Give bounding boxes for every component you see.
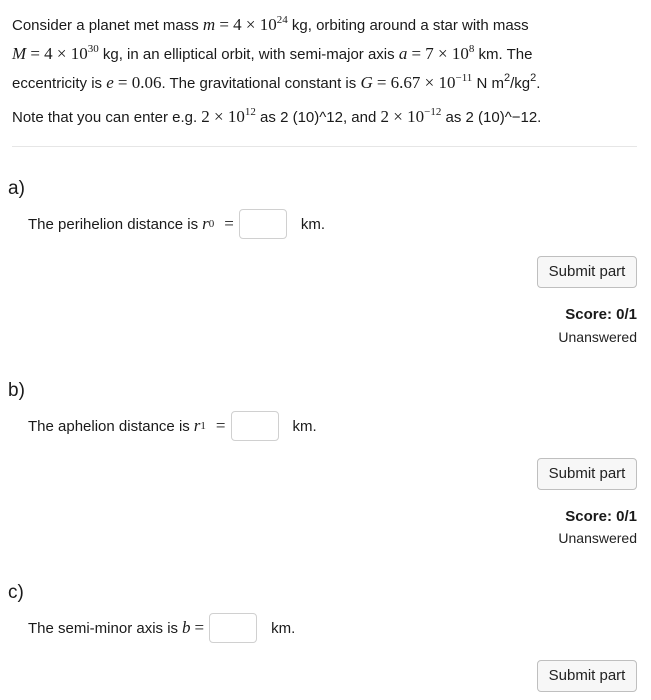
planet-mass-variable: m	[202, 15, 216, 34]
intro-text: kg, in an elliptical orbit, with semi-major axis	[98, 46, 399, 63]
equals-sign: =	[194, 618, 205, 637]
note-text: as 2 (10)^12, and	[255, 109, 381, 126]
equals-sign: =	[117, 73, 128, 92]
problem-statement	[12, 9, 637, 96]
part-c-submit-button[interactable]: Submit part	[537, 660, 637, 692]
input-format-note	[12, 101, 541, 130]
equals-sign: =	[219, 15, 229, 34]
part-b-question	[28, 411, 317, 441]
star-mass-variable: M	[12, 44, 27, 63]
semi-major-variable: a	[398, 44, 408, 63]
part-b-variable: r	[193, 416, 201, 435]
units-text: /kg	[510, 75, 531, 92]
perihelion-answer-input[interactable]	[239, 209, 287, 239]
equals-sign: =	[376, 73, 387, 92]
star-mass-value: 4 × 10	[44, 44, 88, 63]
part-c-prompt: The semi-minor axis is	[28, 619, 179, 637]
part-c-variable: b	[182, 618, 191, 637]
part-c-question	[28, 613, 295, 643]
part-a-variable: r	[202, 214, 209, 233]
equals-sign: =	[215, 416, 226, 435]
example-value: 2 × 10	[201, 107, 245, 126]
star-mass-exponent: 30	[87, 43, 99, 55]
part-a-subscript: 0	[208, 218, 215, 230]
part-a-label: a)	[8, 178, 25, 199]
semi-major-value: 7 × 10	[425, 44, 469, 63]
part-b-submit-button[interactable]: Submit part	[537, 458, 637, 490]
part-a-prompt: The perihelion distance is	[28, 215, 199, 233]
units-exponent: 2	[530, 72, 537, 84]
semi-major-exponent: 8	[468, 43, 475, 55]
example-value: 2 × 10	[380, 107, 425, 126]
gravitational-constant-variable: G	[360, 73, 373, 92]
intro-text: Consider a planet met mass	[12, 17, 203, 34]
part-a-submit-button[interactable]: Submit part	[537, 256, 637, 288]
part-b-label: b)	[8, 380, 25, 401]
section-divider	[12, 146, 637, 147]
part-a-status: Unanswered	[558, 329, 637, 345]
intro-text: kg, orbiting around a star with mass	[287, 17, 529, 34]
units-exponent: 2	[503, 72, 511, 84]
intro-text: .	[536, 75, 541, 92]
units-text: N m	[472, 75, 504, 92]
part-a-unit: km.	[300, 215, 325, 233]
part-b-status: Unanswered	[558, 530, 637, 546]
equals-sign: =	[411, 44, 422, 63]
part-c-unit: km.	[271, 619, 296, 637]
part-a-question	[28, 209, 325, 239]
equals-sign: =	[30, 44, 40, 63]
example-exponent: 12	[244, 106, 256, 118]
part-b-unit: km.	[292, 417, 317, 435]
note-text: Note that you can enter e.g.	[12, 109, 202, 126]
note-text: as 2 (10)^−12.	[441, 109, 542, 126]
part-a-score: Score: 0/1	[565, 306, 637, 323]
part-b-prompt: The aphelion distance is	[28, 417, 190, 435]
part-b-score: Score: 0/1	[565, 508, 637, 525]
eccentricity-value: 0.06	[131, 73, 162, 92]
aphelion-answer-input[interactable]	[231, 411, 279, 441]
example-exponent: −12	[424, 106, 442, 118]
part-c-label: c)	[8, 582, 24, 603]
intro-text: km. The	[474, 46, 533, 63]
gravitational-constant-value: 6.67 × 10	[390, 73, 456, 92]
eccentricity-variable: e	[106, 73, 114, 92]
semi-minor-answer-input[interactable]	[209, 613, 257, 643]
intro-text: . The gravitational constant is	[161, 75, 361, 92]
part-b-subscript: 1	[200, 420, 206, 432]
intro-text: eccentricity is	[12, 75, 107, 92]
planet-mass-exponent: 24	[276, 14, 288, 26]
equals-sign: =	[224, 214, 234, 233]
gravitational-constant-exponent: −11	[455, 72, 473, 84]
planet-mass-value: 4 × 10	[233, 15, 277, 34]
